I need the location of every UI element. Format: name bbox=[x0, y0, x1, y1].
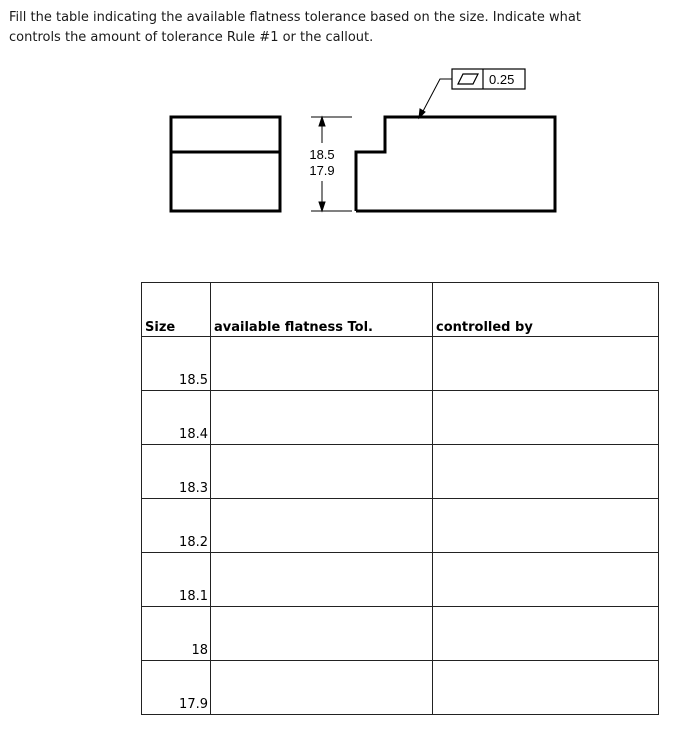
tolerance-cell[interactable] bbox=[211, 661, 433, 715]
tolerance-cell[interactable] bbox=[211, 445, 433, 499]
size-cell: 17.9 bbox=[142, 661, 211, 715]
controlled-by-cell[interactable] bbox=[433, 553, 659, 607]
size-cell: 18 bbox=[142, 607, 211, 661]
dimension-lower-limit: 17.9 bbox=[309, 163, 335, 178]
table-row bbox=[142, 553, 659, 607]
controlled-by-cell[interactable] bbox=[433, 499, 659, 553]
controlled-by-cell[interactable] bbox=[433, 391, 659, 445]
table-row bbox=[142, 499, 659, 553]
controlled-by-cell[interactable] bbox=[433, 607, 659, 661]
size-cell: 18.3 bbox=[142, 445, 211, 499]
tolerance-cell[interactable] bbox=[211, 553, 433, 607]
controlled-by-cell[interactable] bbox=[433, 337, 659, 391]
size-cell: 18.2 bbox=[142, 499, 211, 553]
table-row bbox=[142, 661, 659, 715]
side-view bbox=[356, 117, 555, 211]
tolerance-cell[interactable] bbox=[211, 499, 433, 553]
flatness-tolerance-value: 0.25 bbox=[489, 72, 515, 87]
table-header-row bbox=[142, 283, 659, 337]
size-cell: 18.4 bbox=[142, 391, 211, 445]
header-available-flatness: available flatness Tol. bbox=[211, 283, 433, 337]
tolerance-cell[interactable] bbox=[211, 337, 433, 391]
table-row bbox=[142, 445, 659, 499]
technical-drawing bbox=[0, 0, 699, 240]
tolerance-cell[interactable] bbox=[211, 391, 433, 445]
table-row bbox=[142, 337, 659, 391]
header-controlled-by: controlled by bbox=[433, 283, 659, 337]
header-size: Size bbox=[142, 283, 211, 337]
controlled-by-cell[interactable] bbox=[433, 445, 659, 499]
leader-line bbox=[419, 79, 452, 118]
table-row bbox=[142, 391, 659, 445]
size-cell: 18.5 bbox=[142, 337, 211, 391]
size-cell: 18.1 bbox=[142, 553, 211, 607]
dimension-upper-limit: 18.5 bbox=[309, 147, 335, 162]
tolerance-table bbox=[141, 282, 659, 715]
table-row bbox=[142, 607, 659, 661]
tolerance-cell[interactable] bbox=[211, 607, 433, 661]
instructions-text: Fill the table indicating the available flatness tolerance based on the size. Indicate what controls the amount of tolerance Rule #1 or the callout. bbox=[9, 10, 581, 45]
feature-control-frame bbox=[452, 69, 525, 89]
front-view bbox=[171, 117, 280, 211]
controlled-by-cell[interactable] bbox=[433, 661, 659, 715]
